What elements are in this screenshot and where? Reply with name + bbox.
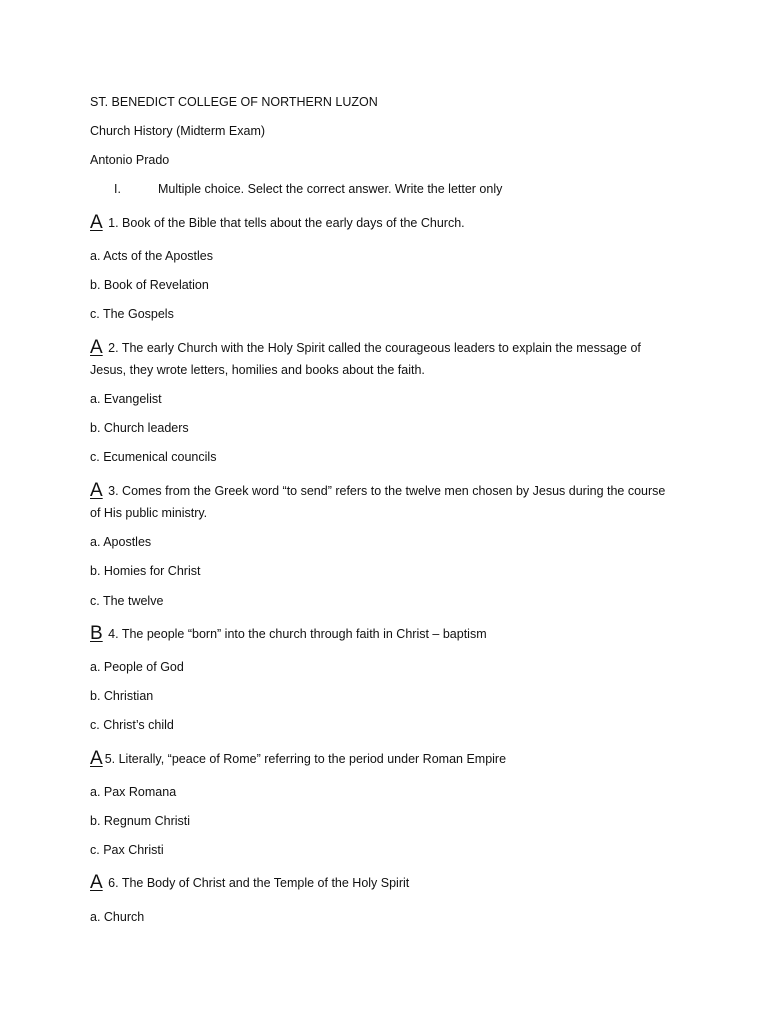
question-text: 6. The Body of Christ and the Temple of the Holy Spirit — [104, 876, 410, 890]
option-b: b. Homies for Christ — [90, 564, 201, 578]
question-text: 3. Comes from the Greek word “to send” refers to the twelve men chosen by Jesus during the course — [104, 484, 666, 498]
option-b: b. Christian — [90, 689, 154, 703]
option-c: c. Christ’s child — [90, 718, 174, 732]
answer-letter: A — [90, 212, 103, 233]
instruction-number: I. — [114, 182, 121, 196]
student-name: Antonio Prado — [90, 153, 170, 167]
option-a: a. Evangelist — [90, 392, 162, 406]
instruction-text: Multiple choice. Select the correct answer. Write the letter only — [158, 182, 503, 196]
option-b: b. Regnum Christi — [90, 814, 191, 828]
question-5 — [90, 749, 690, 769]
question-4 — [90, 624, 690, 644]
option-c: c. Pax Christi — [90, 843, 164, 857]
question-text: 1. Book of the Bible that tells about the early days of the Church. — [104, 216, 465, 230]
option-a: a. Apostles — [90, 535, 152, 549]
answer-letter: A — [90, 872, 103, 893]
option-b: b. Book of Revelation — [90, 278, 209, 292]
option-a: a. People of God — [90, 660, 184, 674]
answer-letter: A — [90, 480, 103, 501]
question-text: 2. The early Church with the Holy Spirit called the courageous leaders to explain the message of — [104, 341, 641, 355]
answer-letter: B — [90, 623, 103, 644]
option-a: a. Church — [90, 910, 145, 924]
option-a: a. Acts of the Apostles — [90, 249, 213, 263]
option-c: c. The twelve — [90, 594, 164, 608]
question-text: 4. The people “born” into the church through faith in Christ – baptism — [104, 627, 487, 641]
school-name: ST. BENEDICT COLLEGE OF NORTHERN LUZON — [90, 95, 378, 109]
option-b: b. Church leaders — [90, 421, 189, 435]
answer-letter: A — [90, 337, 103, 358]
question-text: 5. Literally, “peace of Rome” referring to the period under Roman Empire — [104, 752, 507, 766]
option-c: c. The Gospels — [90, 307, 174, 321]
question-2 — [90, 338, 690, 358]
question-6 — [90, 873, 690, 893]
subject-title: Church History (Midterm Exam) — [90, 124, 266, 138]
question-text-continued: of His public ministry. — [90, 506, 208, 520]
answer-letter: A — [90, 748, 103, 769]
question-1 — [90, 213, 690, 233]
question-3 — [90, 481, 690, 501]
option-c: c. Ecumenical councils — [90, 450, 217, 464]
option-a: a. Pax Romana — [90, 785, 177, 799]
question-text-continued: Jesus, they wrote letters, homilies and books about the faith. — [90, 363, 425, 377]
